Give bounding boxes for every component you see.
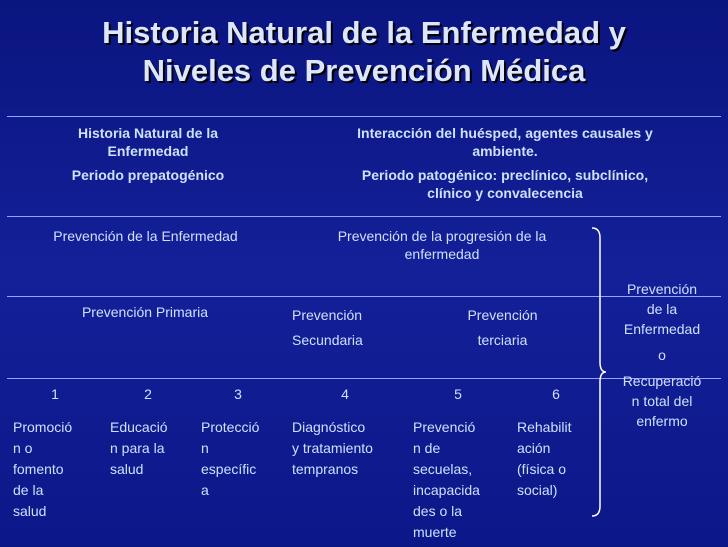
action-line: incapacida [413,482,480,498]
action-line: específic [201,461,257,477]
action-line: ación [517,440,551,456]
side-note-line: enfermo [636,413,688,429]
prevention-of-progression-line: enfermedad [404,246,480,262]
action-health-education [110,417,195,480]
header-left-line: Periodo prepatogénico [71,167,225,183]
action-line: n o [13,440,33,456]
stage-number: 6 [552,386,560,402]
header-right-line: Interacción del huésped, agentes causales y [357,125,653,141]
level-tertiary-line: Prevención [467,307,538,323]
stage-number: 5 [454,386,462,402]
level-secondary [292,303,402,353]
action-line: social) [517,482,558,498]
level-tertiary-line: terciaria [477,332,528,348]
side-note [606,279,718,431]
side-note-line: Prevención [626,281,698,297]
action-health-promotion [13,417,98,522]
action-specific-protection [201,417,286,501]
action-line: Rehabilit [517,419,572,435]
action-line: y tratamiento [292,440,373,456]
action-line: muerte [413,524,457,540]
header-right [300,124,710,202]
level-secondary-line: Secundaria [292,332,363,348]
header-right-line: clínico y convalecencia [427,185,583,201]
action-line: salud [110,461,144,477]
stage-number: 1 [51,386,59,402]
action-early-diagnosis [292,417,402,480]
action-line: Educació [110,419,168,435]
side-note-line: de la [646,301,678,317]
header-left-line: Enfermedad [107,143,189,159]
action-line: Promoció [13,419,73,435]
title-line-1: Historia Natural de la Enfermedad y [102,15,626,50]
level-primary: Prevención Primaria [81,304,209,320]
side-note-line: n total del [631,393,693,409]
stage-number: 4 [341,386,349,402]
action-line: n [201,440,209,456]
side-note-line: o [658,347,666,363]
action-line: des o la [413,503,463,519]
action-line: Protecció [201,419,260,435]
action-line: de la [13,482,44,498]
action-rehabilitation [517,417,592,501]
level-secondary-line: Prevención [292,307,363,323]
action-line: fomento [13,461,64,477]
action-line: n para la [110,440,165,456]
prevention-of-progression [292,227,592,263]
action-line: (física o [517,461,567,477]
header-right-line: Periodo patogénico: preclínico, subclínico, [361,167,649,183]
stage-number: 3 [234,386,242,402]
action-line: Prevenció [413,419,476,435]
action-line: Diagnóstico [292,419,366,435]
stage-number: 2 [144,386,152,402]
action-sequelae-prevention [413,417,508,543]
action-line: salud [13,503,47,519]
header-left [38,124,258,184]
action-line: tempranos [292,461,359,477]
level-tertiary [440,303,565,353]
row-divider [7,216,721,217]
slide-title [0,14,728,90]
prevention-of-progression-line: Prevención de la progresión de la [337,228,547,244]
side-note-line: Enfermedad [623,321,701,337]
header-right-line: ambiente. [472,143,538,159]
side-note-line: Recuperació [622,373,702,389]
action-line: n de [413,440,441,456]
action-line: secuelas, [413,461,473,477]
action-line: a [201,482,209,498]
title-line-2: Niveles de Prevención Médica [142,53,586,88]
header-left-line: Historia Natural de la [77,125,219,141]
prevention-of-disease: Prevención de la Enfermedad [53,228,238,244]
